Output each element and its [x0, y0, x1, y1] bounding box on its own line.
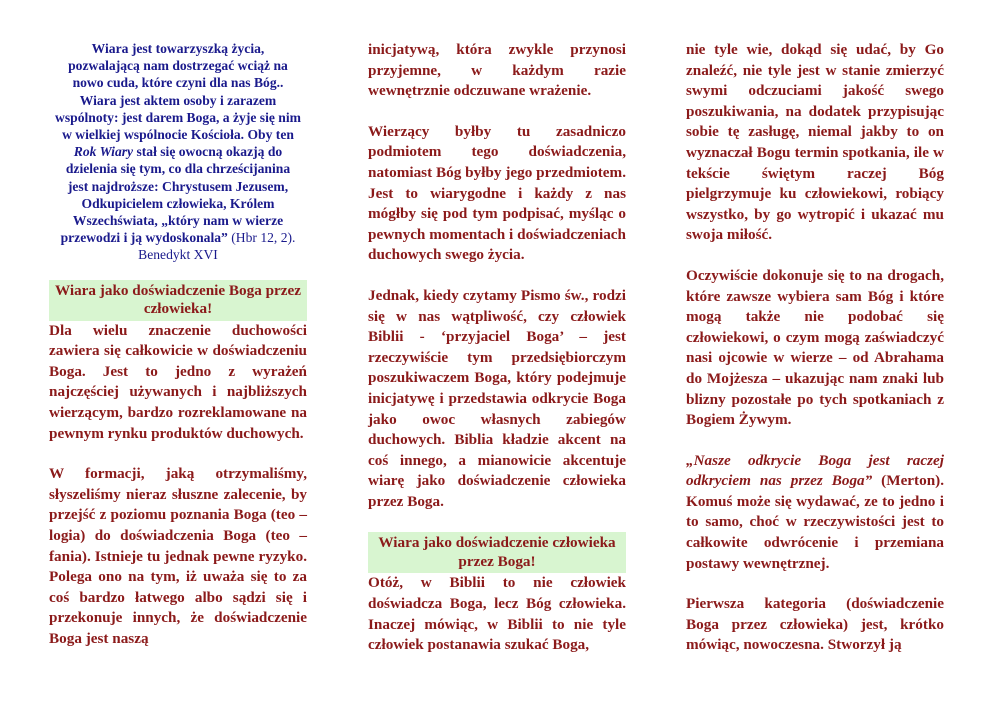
- intro-line: jest najdroższe: Chrystusem Jezusem,: [67, 178, 289, 194]
- paragraph: [686, 451, 944, 575]
- intro-line: Odkupicielem człowieka, Królem: [81, 195, 275, 211]
- intro-line: Wiara jest towarzyszką życia,: [91, 41, 265, 56]
- intro-line: wspólnoty: jest darem Boga, a żyje się nim: [55, 109, 301, 125]
- paragraph: nie tyle wie, dokąd się udać, by Go znaleźć, nie tyle jest w stanie zmierzyć swymi odczuciami jakość swego poszukiwania, na dodatek przypisując sobie tę zasługę, niemal jakby to on wyznaczał Bogu termin spotkania, ile w tekście świętym raczej Bóg pielgrzymuje ku człowiekowi, robiący wszystko, by go wytropić i ukazać mu swoja miłość.: [686, 41, 944, 244]
- intro-quote: [49, 40, 307, 264]
- paragraph: Wierzący byłby tu zasadniczo podmiotem tego doświadczenia, natomiast Bóg byłby jego przedmiotem. Jest to wiarygodne i każdy z nas mógłby się pod tym podpisać, myśląc o pewnych momentach i doświadczeniach duchowych swego życia.: [368, 122, 626, 264]
- paragraph: Oczywiście dokonuje się to na drogach, które zawsze wybiera sam Bóg i które mogą także nie podobać się człowiekowi, o czym mogą zaświadczyć nasi ojcowie w wierze – od Abrahama do Mojżesza – ukazując nam znaki lub blizny pozostałe po tych spotkaniach z Bogiem Żywym.: [686, 266, 944, 429]
- intro-line: Wszechświata, „który nam w wierze: [72, 213, 284, 229]
- column-2: [368, 40, 626, 656]
- paragraph: Pierwsza kategoria (doświadczenie Boga przez człowieka) jest, krótko mówiąc, nowoczesna. Stworzył ją: [686, 595, 944, 654]
- merton-quote: „Nasze odkrycie Boga jest raczej odkryciem nas przez Boga”: [686, 451, 944, 490]
- intro-line: stał się owocną okazją do: [133, 144, 283, 160]
- column-1: [49, 40, 307, 650]
- intro-line: nowo cuda, które czyni dla nas Bóg..: [72, 75, 284, 91]
- intro-line: w wielkiej wspólnocie Kościoła. Oby ten: [62, 127, 294, 143]
- bible-reference: (Hbr 12, 2).: [227, 230, 296, 246]
- paragraph: Jednak, kiedy czytamy Pismo św., rodzi się w nas wątpliwość, czy człowiek Biblii - ‘przyjaciel Boga’ – jest rzeczywiście tym przedsiębiorczym poszukiwaczem Boga, który podejmuje inicjatywę i przedstawia odkrycie Boga jako owoc własnych zabiegów duchowych. Biblia kładzie akcent na coś innego, a mianowicie akcentuje wiarę jako doświadczenie człowieka przez Boga.: [368, 286, 626, 510]
- intro-line: Wiara jest aktem osoby i zarazem: [79, 92, 277, 108]
- paragraph: Otóż, w Biblii to nie człowiek doświadcza Boga, lecz Bóg człowieka. Inaczej mówiąc, w Biblii to nie tyle człowiek postanawia szukać Boga,: [368, 574, 626, 654]
- paragraph: inicjatywą, która zwykle przynosi przyjemne, w każdym razie wewnętrznie odczuwane wrażenie.: [368, 41, 626, 100]
- section-heading-1: Wiara jako doświadczenie Boga przez człowieka!: [49, 280, 307, 321]
- column-3: [686, 40, 944, 656]
- paragraph-rest: (Merton). Komuś może się wydawać, ze to jedno i to samo, choć w rzeczywistości jest to całkowite odwrócenie i przemiana postawy wewnętrznej.: [686, 472, 945, 572]
- intro-line: pozwalającą nam dostrzegać wciąż na: [68, 58, 288, 74]
- paragraph: W formacji, jaką otrzymaliśmy, słyszeliśmy nieraz słuszne zalecenie, by przejść z poziomu poznania Boga (teo – logia) do doświadczenia Boga (teo – fania). Istnieje tu jednak pewne ryzyko. Polega ono na tym, iż uważa się to za coś bardzo łatwego albo sądzi się i przekonuje innych, że doświadczenie Boga jest naszą: [49, 465, 307, 647]
- paragraph: Dla wielu znaczenie duchowości zawiera się całkowicie w doświadczeniu Boga. Jest to jedno z wyrażeń najczęściej używanych i najbliższych wierzącym, bardzo rozreklamowane na pewnym rynku produktów duchowych.: [49, 321, 307, 442]
- intro-italic: Rok Wiary: [73, 144, 134, 160]
- intro-line: dzielenia się tym, co dla chrześcijanina: [65, 161, 291, 177]
- section-heading-2: Wiara jako doświadczenie człowieka przez Boga!: [368, 532, 626, 573]
- quote-author: Benedykt XVI: [138, 247, 218, 263]
- intro-line: przewodzi i ją wydoskonala”: [60, 230, 228, 246]
